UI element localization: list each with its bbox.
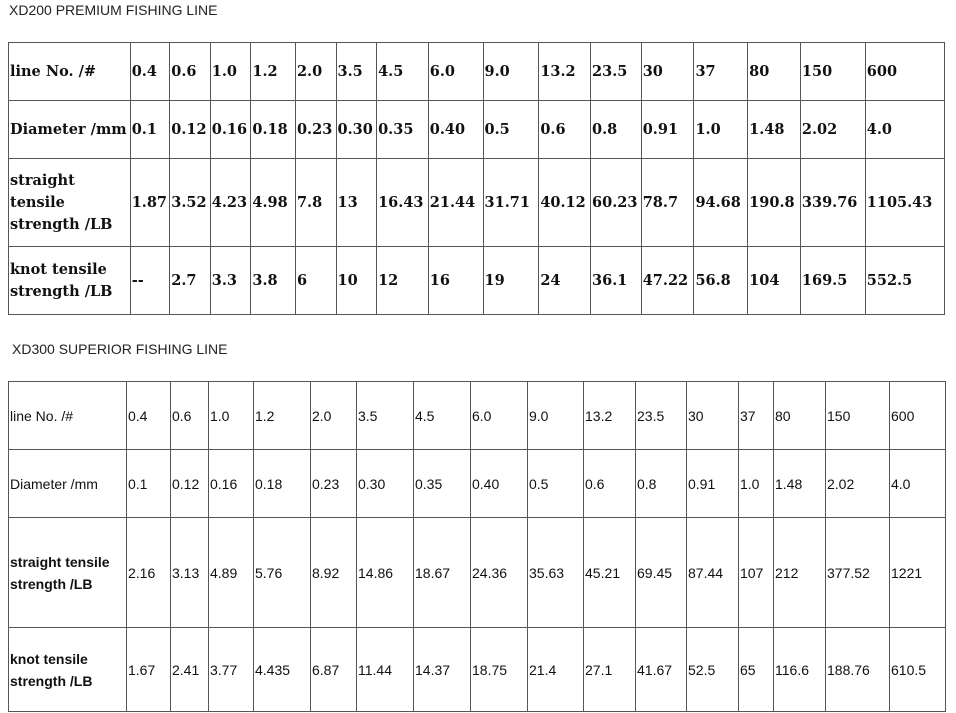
table-cell: 1.87 [130,159,170,247]
table-cell: 80 [748,43,801,101]
row-label: line No. /# [9,43,131,101]
table-cell: 41.67 [636,628,687,712]
table-row [9,628,946,712]
table-cell: 3.5 [336,43,377,101]
table-cell: 0.12 [171,450,209,518]
table-cell: 69.45 [636,518,687,628]
table-cell: 13.2 [539,43,591,101]
table-cell: 0.6 [170,43,211,101]
table-cell: 31.71 [483,159,539,247]
table-cell: 0.5 [528,450,584,518]
table-cell: 0.91 [687,450,739,518]
table-cell: 0.1 [127,450,171,518]
table-cell: 21.4 [528,628,584,712]
table-cell: 104 [748,247,801,315]
table-cell: 0.4 [127,382,171,450]
table-cell: 3.13 [171,518,209,628]
row-label: knot tensile strength /LB [9,247,131,315]
row-label: Diameter /mm [9,450,127,518]
table-row [9,247,945,315]
table-cell: 24 [539,247,591,315]
table-cell: 0.30 [357,450,414,518]
table-cell: 45.21 [584,518,636,628]
table-cell: 16 [428,247,483,315]
table-cell: 0.8 [636,450,687,518]
table-cell: 4.89 [209,518,254,628]
table-cell: 0.6 [171,382,209,450]
table-cell: 1.0 [739,450,774,518]
table-cell: 4.0 [865,101,944,159]
table-cell: 9.0 [483,43,539,101]
table-cell: 0.12 [170,101,211,159]
table-cell: 1.2 [254,382,311,450]
xd300-spec-table [8,381,946,712]
table-cell: 0.5 [483,101,539,159]
table-row [9,450,946,518]
table-cell: 36.1 [591,247,642,315]
table-cell: 14.37 [414,628,471,712]
table-cell: 339.76 [800,159,865,247]
table-cell: 2.16 [127,518,171,628]
table-cell: 1.48 [774,450,826,518]
table-cell: 21.44 [428,159,483,247]
table-cell: 6.0 [428,43,483,101]
table-cell: 56.8 [694,247,748,315]
table-cell: 0.40 [428,101,483,159]
table-cell: 6 [295,247,336,315]
table-cell: 150 [826,382,890,450]
table-cell: 4.435 [254,628,311,712]
table-cell: 8.92 [311,518,357,628]
row-label: straight tensile strength /LB [9,159,131,247]
row-label: knot tensile strength /LB [9,628,127,712]
table-cell: 23.5 [591,43,642,101]
table-cell: 3.8 [251,247,296,315]
table-cell: 4.23 [210,159,251,247]
table-cell: 552.5 [865,247,944,315]
table-cell: 37 [739,382,774,450]
table-cell: 10 [336,247,377,315]
table-cell: 18.67 [414,518,471,628]
table-cell: 24.36 [471,518,528,628]
table-cell: 1.0 [210,43,251,101]
table-cell: 2.02 [826,450,890,518]
table-cell: 94.68 [694,159,748,247]
table-cell: 4.0 [890,450,946,518]
table-cell: 30 [687,382,739,450]
table-cell: 0.8 [591,101,642,159]
table-cell: 14.86 [357,518,414,628]
table-cell: 19 [483,247,539,315]
table-cell: 4.5 [377,43,429,101]
table-cell: 2.41 [171,628,209,712]
table-cell: 37 [694,43,748,101]
table-cell: 30 [641,43,694,101]
table-cell: 11.44 [357,628,414,712]
table-cell: 0.18 [254,450,311,518]
table-cell: 78.7 [641,159,694,247]
table-cell: 1.0 [694,101,748,159]
table-cell: 0.30 [336,101,377,159]
table-cell: 377.52 [826,518,890,628]
table-cell: 1221 [890,518,946,628]
table-cell: 1.2 [251,43,296,101]
table-cell: 13.2 [584,382,636,450]
table-cell: 0.35 [377,101,429,159]
table1-title: XD200 PREMIUM FISHING LINE [9,2,218,18]
table-cell: 2.7 [170,247,211,315]
table-cell: 1.48 [748,101,801,159]
table-cell: 107 [739,518,774,628]
table-row [9,159,945,247]
table-cell: 27.1 [584,628,636,712]
table-cell: 0.18 [251,101,296,159]
table-cell: 0.4 [130,43,170,101]
table-cell: 3.52 [170,159,211,247]
table-cell: 7.8 [295,159,336,247]
table-cell: 3.3 [210,247,251,315]
table-cell: 60.23 [591,159,642,247]
table2-title: XD300 SUPERIOR FISHING LINE [12,341,228,357]
table-cell: 35.63 [528,518,584,628]
table-cell: 0.35 [414,450,471,518]
row-label: straight tensile strength /LB [9,518,127,628]
table-cell: 0.40 [471,450,528,518]
table-cell: -- [130,247,170,315]
table-cell: 1.0 [209,382,254,450]
table-row [9,518,946,628]
table-cell: 2.02 [800,101,865,159]
table-cell: 212 [774,518,826,628]
row-label: Diameter /mm [9,101,131,159]
table-cell: 169.5 [800,247,865,315]
table-cell: 0.1 [130,101,170,159]
table-cell: 2.0 [295,43,336,101]
table-cell: 40.12 [539,159,591,247]
table-cell: 6.87 [311,628,357,712]
table-cell: 190.8 [748,159,801,247]
table-cell: 13 [336,159,377,247]
table-cell: 16.43 [377,159,429,247]
table-cell: 2.0 [311,382,357,450]
table-cell: 600 [890,382,946,450]
table-row [9,101,945,159]
table-cell: 150 [800,43,865,101]
table-row [9,43,945,101]
table-cell: 52.5 [687,628,739,712]
xd200-spec-table [8,42,945,315]
table-cell: 12 [377,247,429,315]
table-cell: 0.16 [209,450,254,518]
table-cell: 18.75 [471,628,528,712]
table-cell: 4.5 [414,382,471,450]
table-cell: 3.5 [357,382,414,450]
table-cell: 9.0 [528,382,584,450]
table-cell: 1105.43 [865,159,944,247]
table-row [9,382,946,450]
table-cell: 116.6 [774,628,826,712]
table-cell: 65 [739,628,774,712]
table-cell: 0.6 [539,101,591,159]
table-cell: 188.76 [826,628,890,712]
table-cell: 80 [774,382,826,450]
table-cell: 4.98 [251,159,296,247]
table-cell: 610.5 [890,628,946,712]
table-cell: 0.16 [210,101,251,159]
table-cell: 1.67 [127,628,171,712]
table-cell: 6.0 [471,382,528,450]
table-cell: 0.6 [584,450,636,518]
table-cell: 47.22 [641,247,694,315]
table-cell: 87.44 [687,518,739,628]
table-cell: 600 [865,43,944,101]
table-cell: 0.23 [311,450,357,518]
row-label: line No. /# [9,382,127,450]
table-cell: 0.91 [641,101,694,159]
table-cell: 5.76 [254,518,311,628]
table-cell: 0.23 [295,101,336,159]
table-cell: 3.77 [209,628,254,712]
table-cell: 23.5 [636,382,687,450]
